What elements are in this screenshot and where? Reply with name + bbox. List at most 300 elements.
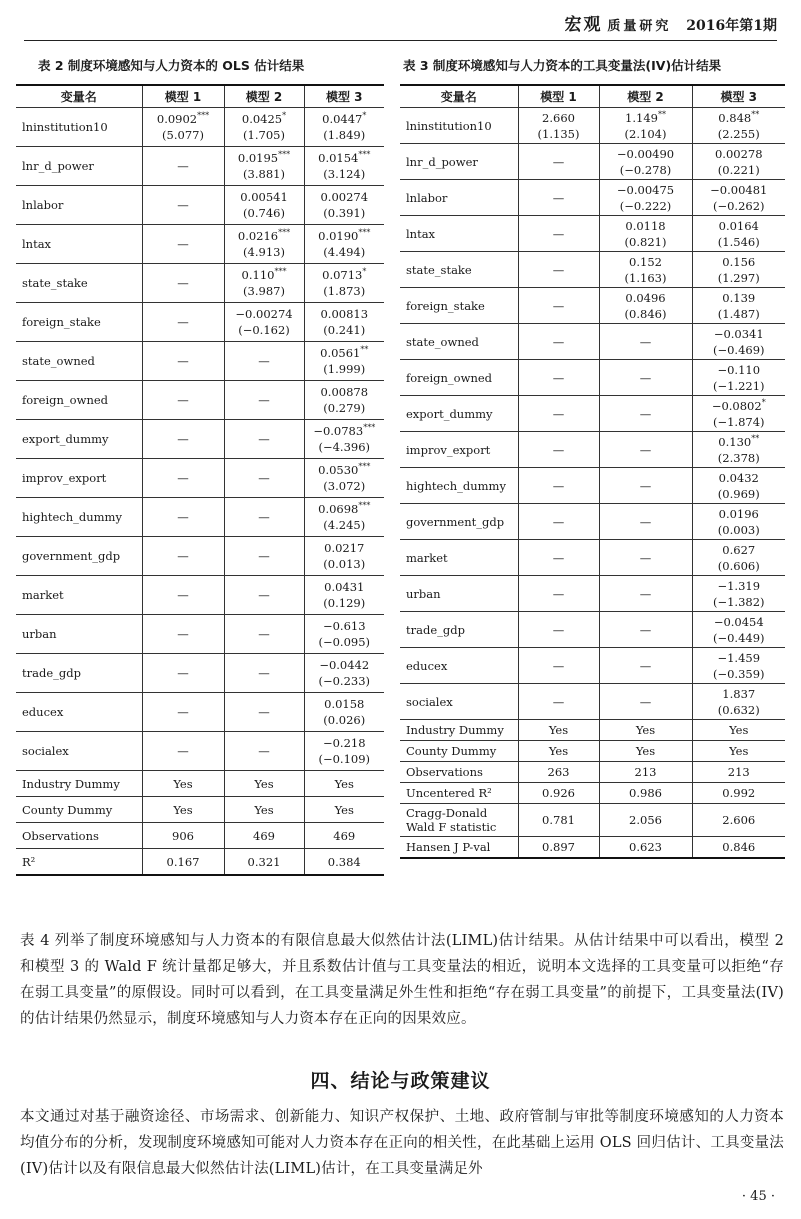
coef-number: — bbox=[552, 442, 565, 457]
coef-value bbox=[307, 696, 383, 712]
t-statistic: (−1.221) bbox=[712, 378, 765, 393]
coef-number: −0.00490 bbox=[616, 146, 675, 161]
variable-name: lninstitution10 bbox=[400, 108, 518, 144]
table-row bbox=[16, 576, 384, 615]
t-statistic: (1.135) bbox=[537, 126, 580, 141]
table-cell bbox=[599, 288, 692, 324]
variable-name: foreign_owned bbox=[16, 381, 142, 420]
table-cell bbox=[518, 108, 599, 144]
table-cell bbox=[142, 186, 224, 225]
table-summary-row bbox=[16, 797, 384, 823]
table-cell bbox=[304, 381, 384, 420]
table-cell bbox=[142, 225, 224, 264]
table-cell bbox=[599, 612, 692, 648]
coef-number: — bbox=[552, 550, 565, 565]
journal-brand: 宏观 bbox=[564, 15, 603, 35]
t-statistic: (0.821) bbox=[624, 234, 667, 249]
coef-number: 0.0216 bbox=[237, 229, 279, 243]
coef-number: −1.459 bbox=[717, 650, 761, 665]
table-row bbox=[400, 216, 785, 252]
table-cell bbox=[304, 225, 384, 264]
coef-number: — bbox=[177, 627, 189, 641]
coef-number: — bbox=[177, 666, 189, 680]
table-row bbox=[16, 732, 384, 771]
variable-name: state_stake bbox=[16, 264, 142, 303]
table-cell bbox=[518, 180, 599, 216]
table2-ols-results bbox=[16, 84, 384, 876]
variable-name: lntax bbox=[400, 216, 518, 252]
coef-number: — bbox=[258, 393, 270, 407]
coef-value bbox=[227, 228, 302, 244]
table-cell bbox=[692, 540, 785, 576]
coef-value bbox=[307, 150, 383, 166]
t-statistic: (3.881) bbox=[243, 167, 285, 181]
coef-value bbox=[521, 298, 597, 314]
summary-value: Yes bbox=[518, 720, 599, 741]
variable-name: lnlabor bbox=[16, 186, 142, 225]
coef-number: −1.319 bbox=[717, 578, 761, 593]
table-row bbox=[16, 498, 384, 537]
significance-stars: *** bbox=[274, 267, 287, 277]
t-statistic: (1.849) bbox=[323, 128, 366, 142]
coef-value bbox=[521, 694, 597, 710]
coef-value bbox=[521, 442, 597, 458]
table-row bbox=[400, 396, 785, 432]
table-cell bbox=[304, 108, 384, 147]
coef-number: — bbox=[639, 406, 652, 421]
coef-number: 0.0164 bbox=[718, 218, 759, 233]
coef-number: — bbox=[552, 622, 565, 637]
summary-value: Yes bbox=[142, 771, 224, 797]
coef-value bbox=[145, 587, 222, 603]
summary-value: 0.384 bbox=[304, 849, 384, 876]
variable-name: improv_export bbox=[400, 432, 518, 468]
summary-value: 0.781 bbox=[518, 804, 599, 837]
table-row bbox=[16, 108, 384, 147]
coef-number: — bbox=[552, 262, 565, 277]
table-cell bbox=[599, 576, 692, 612]
coef-number: 0.0118 bbox=[625, 218, 666, 233]
coef-value bbox=[602, 254, 690, 270]
variable-name: market bbox=[16, 576, 142, 615]
table-row bbox=[400, 324, 785, 360]
t-statistic: (−0.278) bbox=[619, 162, 672, 177]
summary-value: 2.606 bbox=[692, 804, 785, 837]
table-cell bbox=[518, 396, 599, 432]
table-cell bbox=[692, 108, 785, 144]
coef-number: — bbox=[639, 514, 652, 529]
coef-value bbox=[521, 262, 597, 278]
summary-value: Yes bbox=[304, 797, 384, 823]
coef-number: — bbox=[258, 588, 270, 602]
coef-value bbox=[602, 182, 690, 198]
t-statistic: (0.129) bbox=[323, 596, 366, 610]
coef-value bbox=[145, 392, 222, 408]
table-cell bbox=[599, 324, 692, 360]
coef-value bbox=[307, 540, 383, 556]
coef-number: 0.0154 bbox=[318, 151, 359, 165]
table3-iv-results bbox=[400, 84, 785, 859]
coef-value bbox=[521, 622, 597, 638]
coef-value bbox=[307, 618, 383, 634]
coef-value bbox=[145, 431, 222, 447]
journal-subtitle: 质量研究 bbox=[607, 19, 672, 34]
table-row bbox=[16, 381, 384, 420]
coef-number: — bbox=[258, 627, 270, 641]
coef-value bbox=[695, 146, 784, 162]
variable-name: government_gdp bbox=[16, 537, 142, 576]
variable-name: lntax bbox=[16, 225, 142, 264]
table-cell bbox=[599, 504, 692, 540]
t-statistic: (0.846) bbox=[624, 306, 667, 321]
coef-number: — bbox=[639, 370, 652, 385]
summary-value: 263 bbox=[518, 762, 599, 783]
table-cell bbox=[692, 288, 785, 324]
variable-name: foreign_stake bbox=[400, 288, 518, 324]
coef-number: 1.149 bbox=[625, 110, 658, 125]
t-statistic: (5.077) bbox=[162, 128, 204, 142]
t-statistic: (1.297) bbox=[717, 270, 760, 285]
variable-name: lnr_d_power bbox=[400, 144, 518, 180]
coef-number: 0.0530 bbox=[318, 463, 359, 477]
coef-number: — bbox=[258, 666, 270, 680]
table-cell bbox=[518, 540, 599, 576]
table-cell bbox=[224, 654, 304, 693]
coef-number: — bbox=[258, 471, 270, 485]
coef-number: 0.00274 bbox=[320, 190, 369, 204]
t-statistic: (0.391) bbox=[323, 206, 366, 220]
table-cell bbox=[224, 615, 304, 654]
t-statistic: (1.999) bbox=[323, 362, 366, 376]
coef-number: 0.0447 bbox=[322, 112, 363, 126]
coef-value bbox=[307, 501, 383, 517]
table-cell bbox=[142, 615, 224, 654]
coef-number: 1.837 bbox=[722, 686, 756, 701]
summary-value: Yes bbox=[224, 771, 304, 797]
coef-value bbox=[695, 326, 784, 342]
table-cell bbox=[224, 381, 304, 420]
t-statistic: (−0.233) bbox=[318, 674, 371, 688]
table-row bbox=[400, 504, 785, 540]
running-header bbox=[24, 10, 777, 41]
table-cell bbox=[224, 576, 304, 615]
coef-value bbox=[307, 423, 383, 439]
t-statistic: (4.913) bbox=[243, 245, 285, 259]
table-cell bbox=[142, 576, 224, 615]
table-cell bbox=[224, 303, 304, 342]
t-statistic: (2.104) bbox=[624, 126, 667, 141]
coef-number: — bbox=[258, 432, 270, 446]
coef-value bbox=[521, 334, 597, 350]
table-cell bbox=[142, 732, 224, 771]
coef-value bbox=[695, 290, 784, 306]
table-summary-row bbox=[16, 771, 384, 797]
variable-name: lninstitution10 bbox=[16, 108, 142, 147]
coef-number: 0.139 bbox=[722, 290, 756, 305]
coef-value bbox=[307, 228, 383, 244]
coef-value bbox=[602, 622, 690, 638]
variable-name: lnr_d_power bbox=[16, 147, 142, 186]
t-statistic: (1.487) bbox=[717, 306, 760, 321]
coef-number: 0.0190 bbox=[318, 229, 359, 243]
table-cell bbox=[599, 468, 692, 504]
table-row bbox=[400, 468, 785, 504]
variable-name: government_gdp bbox=[400, 504, 518, 540]
table-row bbox=[16, 693, 384, 732]
coef-number: — bbox=[552, 154, 565, 169]
table-cell bbox=[304, 693, 384, 732]
table-cell bbox=[518, 360, 599, 396]
coef-value bbox=[307, 384, 383, 400]
coef-value bbox=[521, 154, 597, 170]
coef-value bbox=[227, 353, 302, 369]
coef-number: — bbox=[552, 514, 565, 529]
coef-number: — bbox=[552, 190, 565, 205]
table-cell bbox=[142, 537, 224, 576]
coef-value bbox=[227, 626, 302, 642]
coef-number: −0.00481 bbox=[710, 182, 768, 197]
coef-value bbox=[145, 704, 222, 720]
coef-value bbox=[602, 658, 690, 674]
coef-number: 0.0425 bbox=[241, 112, 283, 126]
t-statistic: (−0.222) bbox=[619, 198, 672, 213]
column-header: 变量名 bbox=[16, 85, 142, 108]
table-cell bbox=[304, 459, 384, 498]
table-cell bbox=[692, 576, 785, 612]
significance-stars: * bbox=[282, 111, 287, 121]
t-statistic: (−0.109) bbox=[318, 752, 371, 766]
table-cell bbox=[142, 264, 224, 303]
section-heading: 四、结论与政策建议 bbox=[310, 1070, 491, 1092]
coef-value bbox=[227, 392, 302, 408]
coef-number: — bbox=[177, 276, 189, 290]
variable-name: hightech_dummy bbox=[16, 498, 142, 537]
column-header: 模型 2 bbox=[599, 85, 692, 108]
coef-value bbox=[602, 370, 690, 386]
table-summary-row bbox=[400, 804, 785, 837]
coef-number: — bbox=[177, 198, 189, 212]
variable-name: educex bbox=[400, 648, 518, 684]
coef-number: — bbox=[258, 510, 270, 524]
coef-value bbox=[145, 509, 222, 525]
t-statistic: (2.378) bbox=[717, 450, 760, 465]
table-row bbox=[400, 288, 785, 324]
table-cell bbox=[692, 468, 785, 504]
table-row bbox=[16, 147, 384, 186]
t-statistic: (1.873) bbox=[323, 284, 366, 298]
t-statistic: (0.013) bbox=[323, 557, 366, 571]
table-cell bbox=[518, 468, 599, 504]
summary-value: Yes bbox=[599, 720, 692, 741]
table-cell bbox=[692, 360, 785, 396]
coef-value bbox=[602, 514, 690, 530]
coef-value bbox=[521, 550, 597, 566]
t-statistic: (0.606) bbox=[717, 558, 760, 573]
coef-value bbox=[521, 514, 597, 530]
table-cell bbox=[599, 684, 692, 720]
table-cell bbox=[692, 504, 785, 540]
significance-stars: *** bbox=[278, 228, 291, 238]
coef-number: — bbox=[639, 694, 652, 709]
coef-value bbox=[602, 406, 690, 422]
coef-value bbox=[145, 236, 222, 252]
t-statistic: (3.072) bbox=[323, 479, 366, 493]
table-summary-row bbox=[400, 741, 785, 762]
table-row bbox=[16, 342, 384, 381]
variable-name: foreign_stake bbox=[16, 303, 142, 342]
table-cell bbox=[304, 654, 384, 693]
variable-name: County Dummy bbox=[16, 797, 142, 823]
coef-number: −0.0783 bbox=[313, 424, 364, 438]
table-summary-row bbox=[16, 849, 384, 876]
coef-value bbox=[227, 431, 302, 447]
significance-stars: * bbox=[362, 267, 367, 277]
table-cell bbox=[142, 303, 224, 342]
variable-name: improv_export bbox=[16, 459, 142, 498]
table-cell bbox=[692, 252, 785, 288]
coef-value bbox=[145, 626, 222, 642]
t-statistic: (0.221) bbox=[717, 162, 760, 177]
table-cell bbox=[599, 252, 692, 288]
coef-number: — bbox=[552, 478, 565, 493]
table-cell bbox=[224, 108, 304, 147]
coef-value bbox=[602, 478, 690, 494]
table-row bbox=[400, 432, 785, 468]
coef-number: 0.0432 bbox=[718, 470, 759, 485]
coef-number: — bbox=[177, 354, 189, 368]
variable-name: foreign_owned bbox=[400, 360, 518, 396]
coef-number: — bbox=[258, 705, 270, 719]
table-cell bbox=[142, 459, 224, 498]
coef-value bbox=[307, 267, 383, 283]
t-statistic: (1.546) bbox=[717, 234, 760, 249]
coef-number: 0.130 bbox=[718, 434, 752, 449]
table-row bbox=[400, 684, 785, 720]
variable-name: export_dummy bbox=[16, 420, 142, 459]
coef-number: 0.0195 bbox=[237, 151, 279, 165]
coef-number: 0.110 bbox=[241, 268, 275, 282]
coef-value bbox=[307, 111, 383, 127]
table-cell bbox=[304, 615, 384, 654]
table-cell bbox=[599, 432, 692, 468]
table-cell bbox=[142, 693, 224, 732]
coef-value bbox=[227, 509, 302, 525]
coef-value bbox=[695, 182, 784, 198]
coef-number: — bbox=[639, 622, 652, 637]
summary-value: 0.926 bbox=[518, 783, 599, 804]
table-cell bbox=[692, 684, 785, 720]
coef-value bbox=[602, 586, 690, 602]
table-cell bbox=[518, 432, 599, 468]
table-cell bbox=[518, 144, 599, 180]
coef-number: 0.0158 bbox=[324, 697, 365, 711]
t-statistic: (−0.449) bbox=[712, 630, 765, 645]
significance-stars: * bbox=[362, 111, 367, 121]
table-cell bbox=[692, 396, 785, 432]
table-row bbox=[400, 576, 785, 612]
table-summary-row bbox=[400, 762, 785, 783]
table-row bbox=[16, 225, 384, 264]
summary-value: 0.321 bbox=[224, 849, 304, 876]
table-cell bbox=[142, 381, 224, 420]
variable-name: Industry Dummy bbox=[400, 720, 518, 741]
coef-number: — bbox=[258, 354, 270, 368]
table-row bbox=[400, 144, 785, 180]
coef-number: — bbox=[177, 315, 189, 329]
coef-number: −0.00475 bbox=[616, 182, 675, 197]
coef-number: −0.0341 bbox=[713, 326, 764, 341]
coef-number: 0.0496 bbox=[625, 290, 666, 305]
coef-number: — bbox=[552, 298, 565, 313]
summary-value: 469 bbox=[304, 823, 384, 849]
coef-value bbox=[521, 226, 597, 242]
column-header: 模型 2 bbox=[224, 85, 304, 108]
coef-number: — bbox=[639, 478, 652, 493]
significance-stars: ** bbox=[360, 345, 369, 355]
table-summary-row bbox=[400, 720, 785, 741]
significance-stars: *** bbox=[358, 462, 371, 472]
coef-value bbox=[521, 478, 597, 494]
coef-number: 0.0217 bbox=[324, 541, 365, 555]
column-header: 模型 1 bbox=[518, 85, 599, 108]
coef-value bbox=[227, 704, 302, 720]
table-row bbox=[400, 360, 785, 396]
summary-value: 213 bbox=[599, 762, 692, 783]
variable-name: educex bbox=[16, 693, 142, 732]
coef-value bbox=[145, 275, 222, 291]
coef-number: −0.0442 bbox=[319, 658, 370, 672]
table-cell bbox=[142, 108, 224, 147]
table-cell bbox=[692, 180, 785, 216]
table-cell bbox=[304, 186, 384, 225]
coef-value bbox=[227, 267, 302, 283]
table-cell bbox=[304, 264, 384, 303]
coef-number: — bbox=[177, 471, 189, 485]
coef-value bbox=[521, 190, 597, 206]
variable-name: lnlabor bbox=[400, 180, 518, 216]
table-cell bbox=[224, 186, 304, 225]
coef-value bbox=[602, 694, 690, 710]
column-header: 模型 3 bbox=[692, 85, 785, 108]
table-cell bbox=[599, 216, 692, 252]
table-cell bbox=[142, 342, 224, 381]
coef-value bbox=[695, 110, 784, 126]
table-row bbox=[400, 252, 785, 288]
summary-value: 0.623 bbox=[599, 837, 692, 859]
significance-stars: * bbox=[761, 397, 766, 407]
coef-number: — bbox=[639, 550, 652, 565]
t-statistic: (−0.359) bbox=[712, 666, 765, 681]
table-cell bbox=[304, 576, 384, 615]
table-cell bbox=[224, 225, 304, 264]
t-statistic: (0.003) bbox=[717, 522, 760, 537]
variable-name: trade_gdp bbox=[400, 612, 518, 648]
table-cell bbox=[692, 648, 785, 684]
coef-value bbox=[227, 743, 302, 759]
coef-value bbox=[602, 146, 690, 162]
variable-name: Observations bbox=[16, 823, 142, 849]
coef-value bbox=[602, 550, 690, 566]
coef-value bbox=[695, 218, 784, 234]
coef-number: — bbox=[639, 442, 652, 457]
table-row bbox=[16, 459, 384, 498]
coef-value bbox=[521, 406, 597, 422]
t-statistic: (3.987) bbox=[243, 284, 285, 298]
table2-caption: 表 2 制度环境感知与人力资本的 OLS 估计结果 bbox=[38, 58, 305, 73]
coef-number: −0.0802 bbox=[711, 398, 762, 413]
variable-name: trade_gdp bbox=[16, 654, 142, 693]
coef-number: — bbox=[552, 586, 565, 601]
